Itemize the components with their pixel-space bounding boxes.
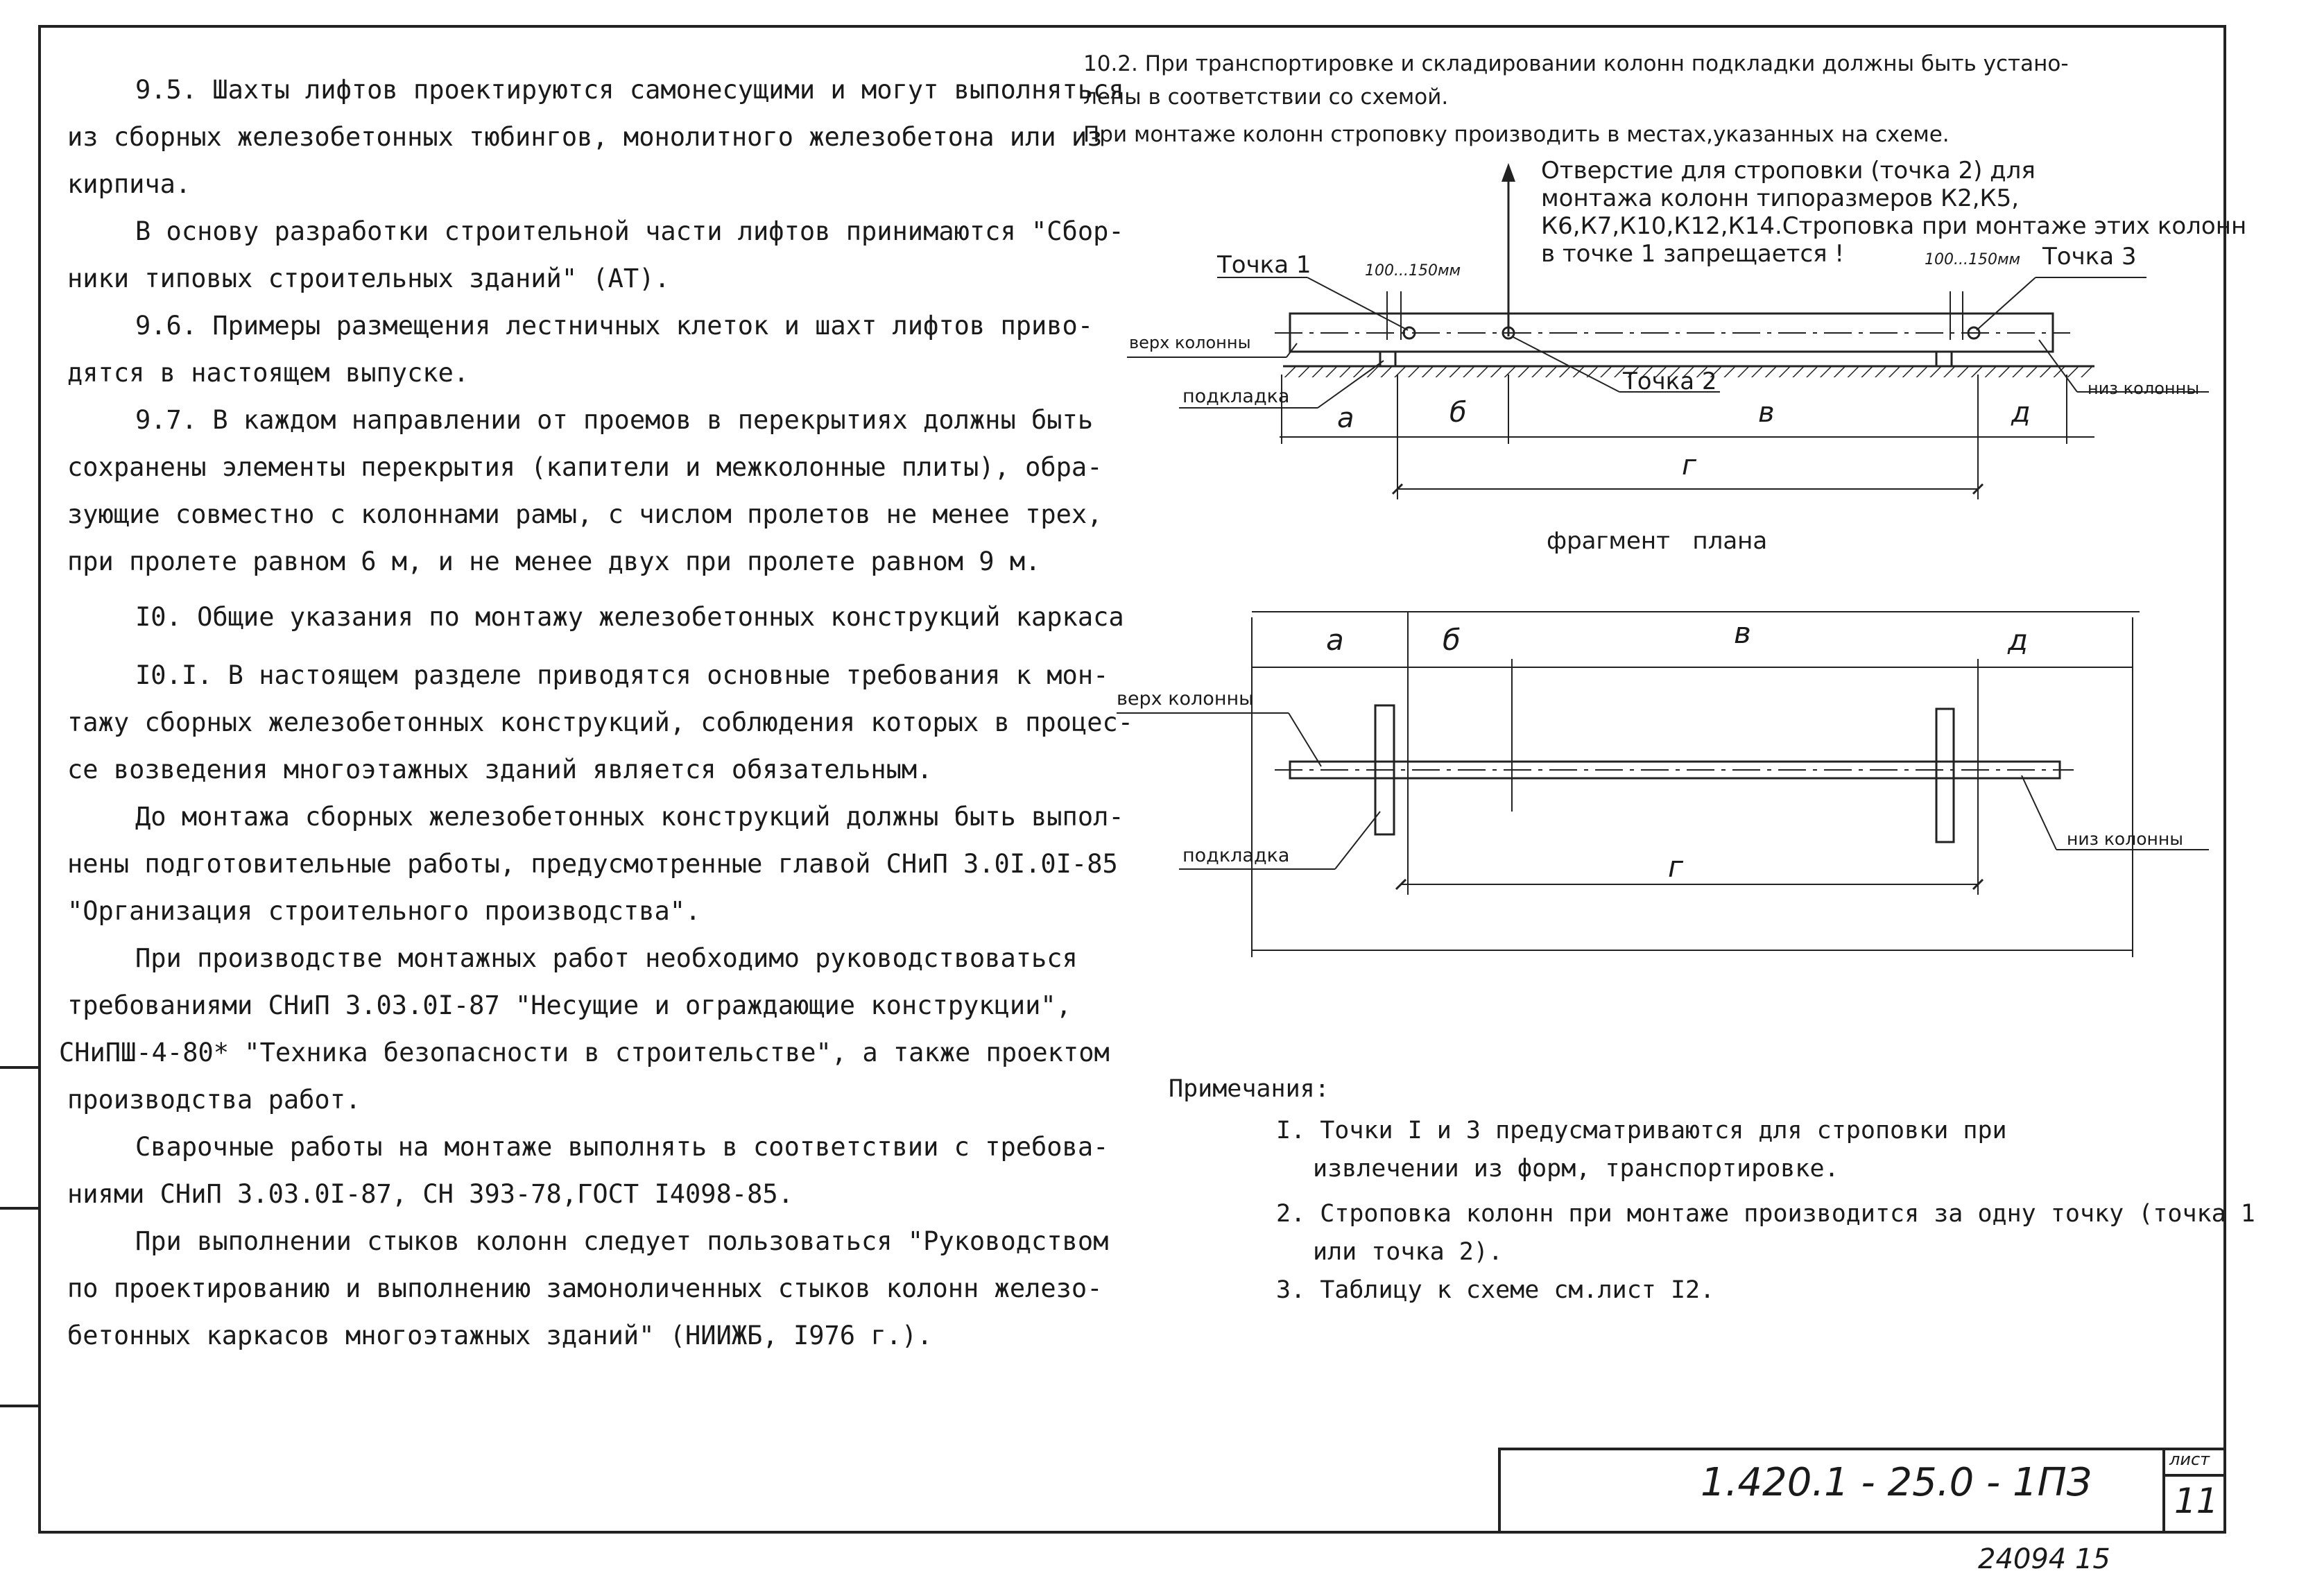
text-line: зующие совместно с колоннами рамы, с числом пролетов не менее трех, bbox=[67, 499, 1103, 529]
text-line: При выполнении стыков колонн следует пользоваться "Руководством bbox=[135, 1226, 1109, 1256]
note-item: 3. Таблицу к схеме см.лист I2. bbox=[1276, 1276, 1715, 1304]
leader-bottom bbox=[2022, 775, 2056, 850]
text-line: 9.7. В каждом направлении от проемов в перекрытиях должны быть bbox=[135, 405, 1094, 435]
segment-a: а bbox=[1326, 623, 1344, 657]
segment-b: б bbox=[1443, 623, 1461, 657]
text-line: 9.6. Примеры размещения лестничных клеток и шахт лифтов приво- bbox=[135, 311, 1094, 341]
text-line: по проектированию и выполнению замоноличенных стыков колонн железо- bbox=[67, 1273, 1103, 1303]
pad-label: подкладка bbox=[1182, 845, 1290, 866]
section-heading: I0. Общие указания по монтажу железобетонных конструкций каркаса bbox=[135, 602, 1124, 632]
segment-a: а bbox=[1337, 402, 1354, 434]
segment-v: в bbox=[1734, 616, 1751, 650]
pad-label: подкладка bbox=[1182, 386, 1290, 407]
note-item: I. Точки I и 3 предусматриваются для строповки при bbox=[1276, 1117, 2007, 1144]
text-line: СНиПШ-4-80* "Техника безопасности в строительстве", а также проектом bbox=[59, 1038, 1110, 1067]
point-3-label: Точка 3 bbox=[2042, 243, 2137, 271]
point-2-label: Точка 2 bbox=[1623, 368, 1717, 395]
top-label: верх колонны bbox=[1117, 688, 1254, 710]
text-line: Сварочные работы на монтаже выполнять в соответствии с требова- bbox=[135, 1132, 1109, 1162]
segment-g: г bbox=[1682, 449, 1697, 481]
text-line: ниями СНиП 3.03.0I-87, СН 393-78,ГОСТ I4098-85. bbox=[67, 1179, 793, 1209]
dim-right-label: 100...150мм bbox=[1925, 251, 2021, 268]
note-item: 2. Строповка колонн при монтаже производится за одну точку (точка 1 bbox=[1276, 1200, 2255, 1228]
right-header-line: лены в соответствии со схемой. bbox=[1083, 85, 1449, 110]
sheet-label: лист bbox=[2169, 1450, 2210, 1469]
text-line: кирпича. bbox=[67, 169, 191, 199]
dim-left-label: 100...150мм bbox=[1365, 262, 1461, 280]
archive-number: 24094 15 bbox=[1978, 1543, 2110, 1575]
sheet-number: 11 bbox=[2174, 1481, 2219, 1521]
text-line: При производстве монтажных работ необходимо руководствоваться bbox=[135, 943, 1078, 973]
right-header-line: При монтаже колонн строповку производить в местах,указанных на схеме. bbox=[1083, 122, 1950, 147]
bottom-label: низ колонны bbox=[2088, 379, 2200, 398]
text-line: требованиями СНиП 3.03.0I-87 "Несущие и ограждающие конструкции", bbox=[67, 990, 1072, 1020]
text-line: До монтажа сборных железобетонных конструкций должны быть выпол- bbox=[135, 802, 1124, 832]
support-pad-right bbox=[1936, 709, 1954, 842]
segment-v: в bbox=[1758, 397, 1775, 429]
plan-title: фрагмент плана bbox=[1547, 527, 1768, 555]
note-item: извлечении из форм, транспортировке. bbox=[1313, 1155, 1839, 1183]
segment-d: д bbox=[2008, 623, 2029, 657]
text-line: бетонных каркасов многоэтажных зданий" (НИИЖБ, I976 г.). bbox=[67, 1321, 933, 1350]
text-line: сохранены элементы перекрытия (капители и межколонные плиты), обра- bbox=[67, 452, 1103, 482]
text-line: "Организация строительного производства". bbox=[67, 896, 701, 926]
text-line: из сборных железобетонных тюбингов, монолитного железобетона или из bbox=[67, 122, 1103, 152]
bottom-label: низ колонны bbox=[2067, 829, 2183, 849]
right-header-line: 10.2. При транспортировке и складировании колонн подкладки должны быть устано- bbox=[1083, 51, 2069, 76]
notes-title: Примечания: bbox=[1169, 1075, 1330, 1103]
text-line: В основу разработки строительной части лифтов принимаются "Сбор- bbox=[135, 216, 1124, 246]
text-line: 9.5. Шахты лифтов проектируются самонесущими и могут выполняться bbox=[135, 75, 1124, 105]
column-plan-bar bbox=[1290, 762, 2060, 778]
segment-d: д bbox=[2011, 397, 2031, 429]
text-line: нены подготовительные работы, предусмотренные главой СНиП 3.0I.0I-85 bbox=[67, 849, 1118, 879]
text-line: дятся в настоящем выпуске. bbox=[67, 358, 470, 388]
top-label: верх колонны bbox=[1129, 333, 1251, 352]
text-line: се возведения многоэтажных зданий является обязательным. bbox=[67, 755, 933, 784]
text-line: производства работ. bbox=[67, 1085, 361, 1115]
segment-g: г bbox=[1668, 850, 1684, 884]
segment-b: б bbox=[1449, 397, 1467, 429]
point-1-label: Точка 1 bbox=[1217, 251, 1311, 279]
text-line: ники типовых строительных зданий" (АТ). bbox=[67, 264, 670, 293]
note-item: или точка 2). bbox=[1313, 1238, 1503, 1266]
text-line: I0.I. В настоящем разделе приводятся основные требования к мон- bbox=[135, 660, 1109, 690]
text-line: тажу сборных железобетонных конструкций, соблюдения которых в процес- bbox=[67, 707, 1134, 737]
text-line: при пролете равном 6 м, и не менее двух при пролете равном 9 м. bbox=[67, 547, 1041, 576]
hole-note: Отверстие для строповки (точка 2) для монтажа колонн типоразмеров К2,К5, К6,К7,К10,К12,К14.Строповка при монтаже этих колонн в точке 1 запрещается ! bbox=[1541, 157, 2247, 268]
document-code: 1.420.1 - 25.0 - 1ПЗ bbox=[1701, 1460, 2092, 1505]
